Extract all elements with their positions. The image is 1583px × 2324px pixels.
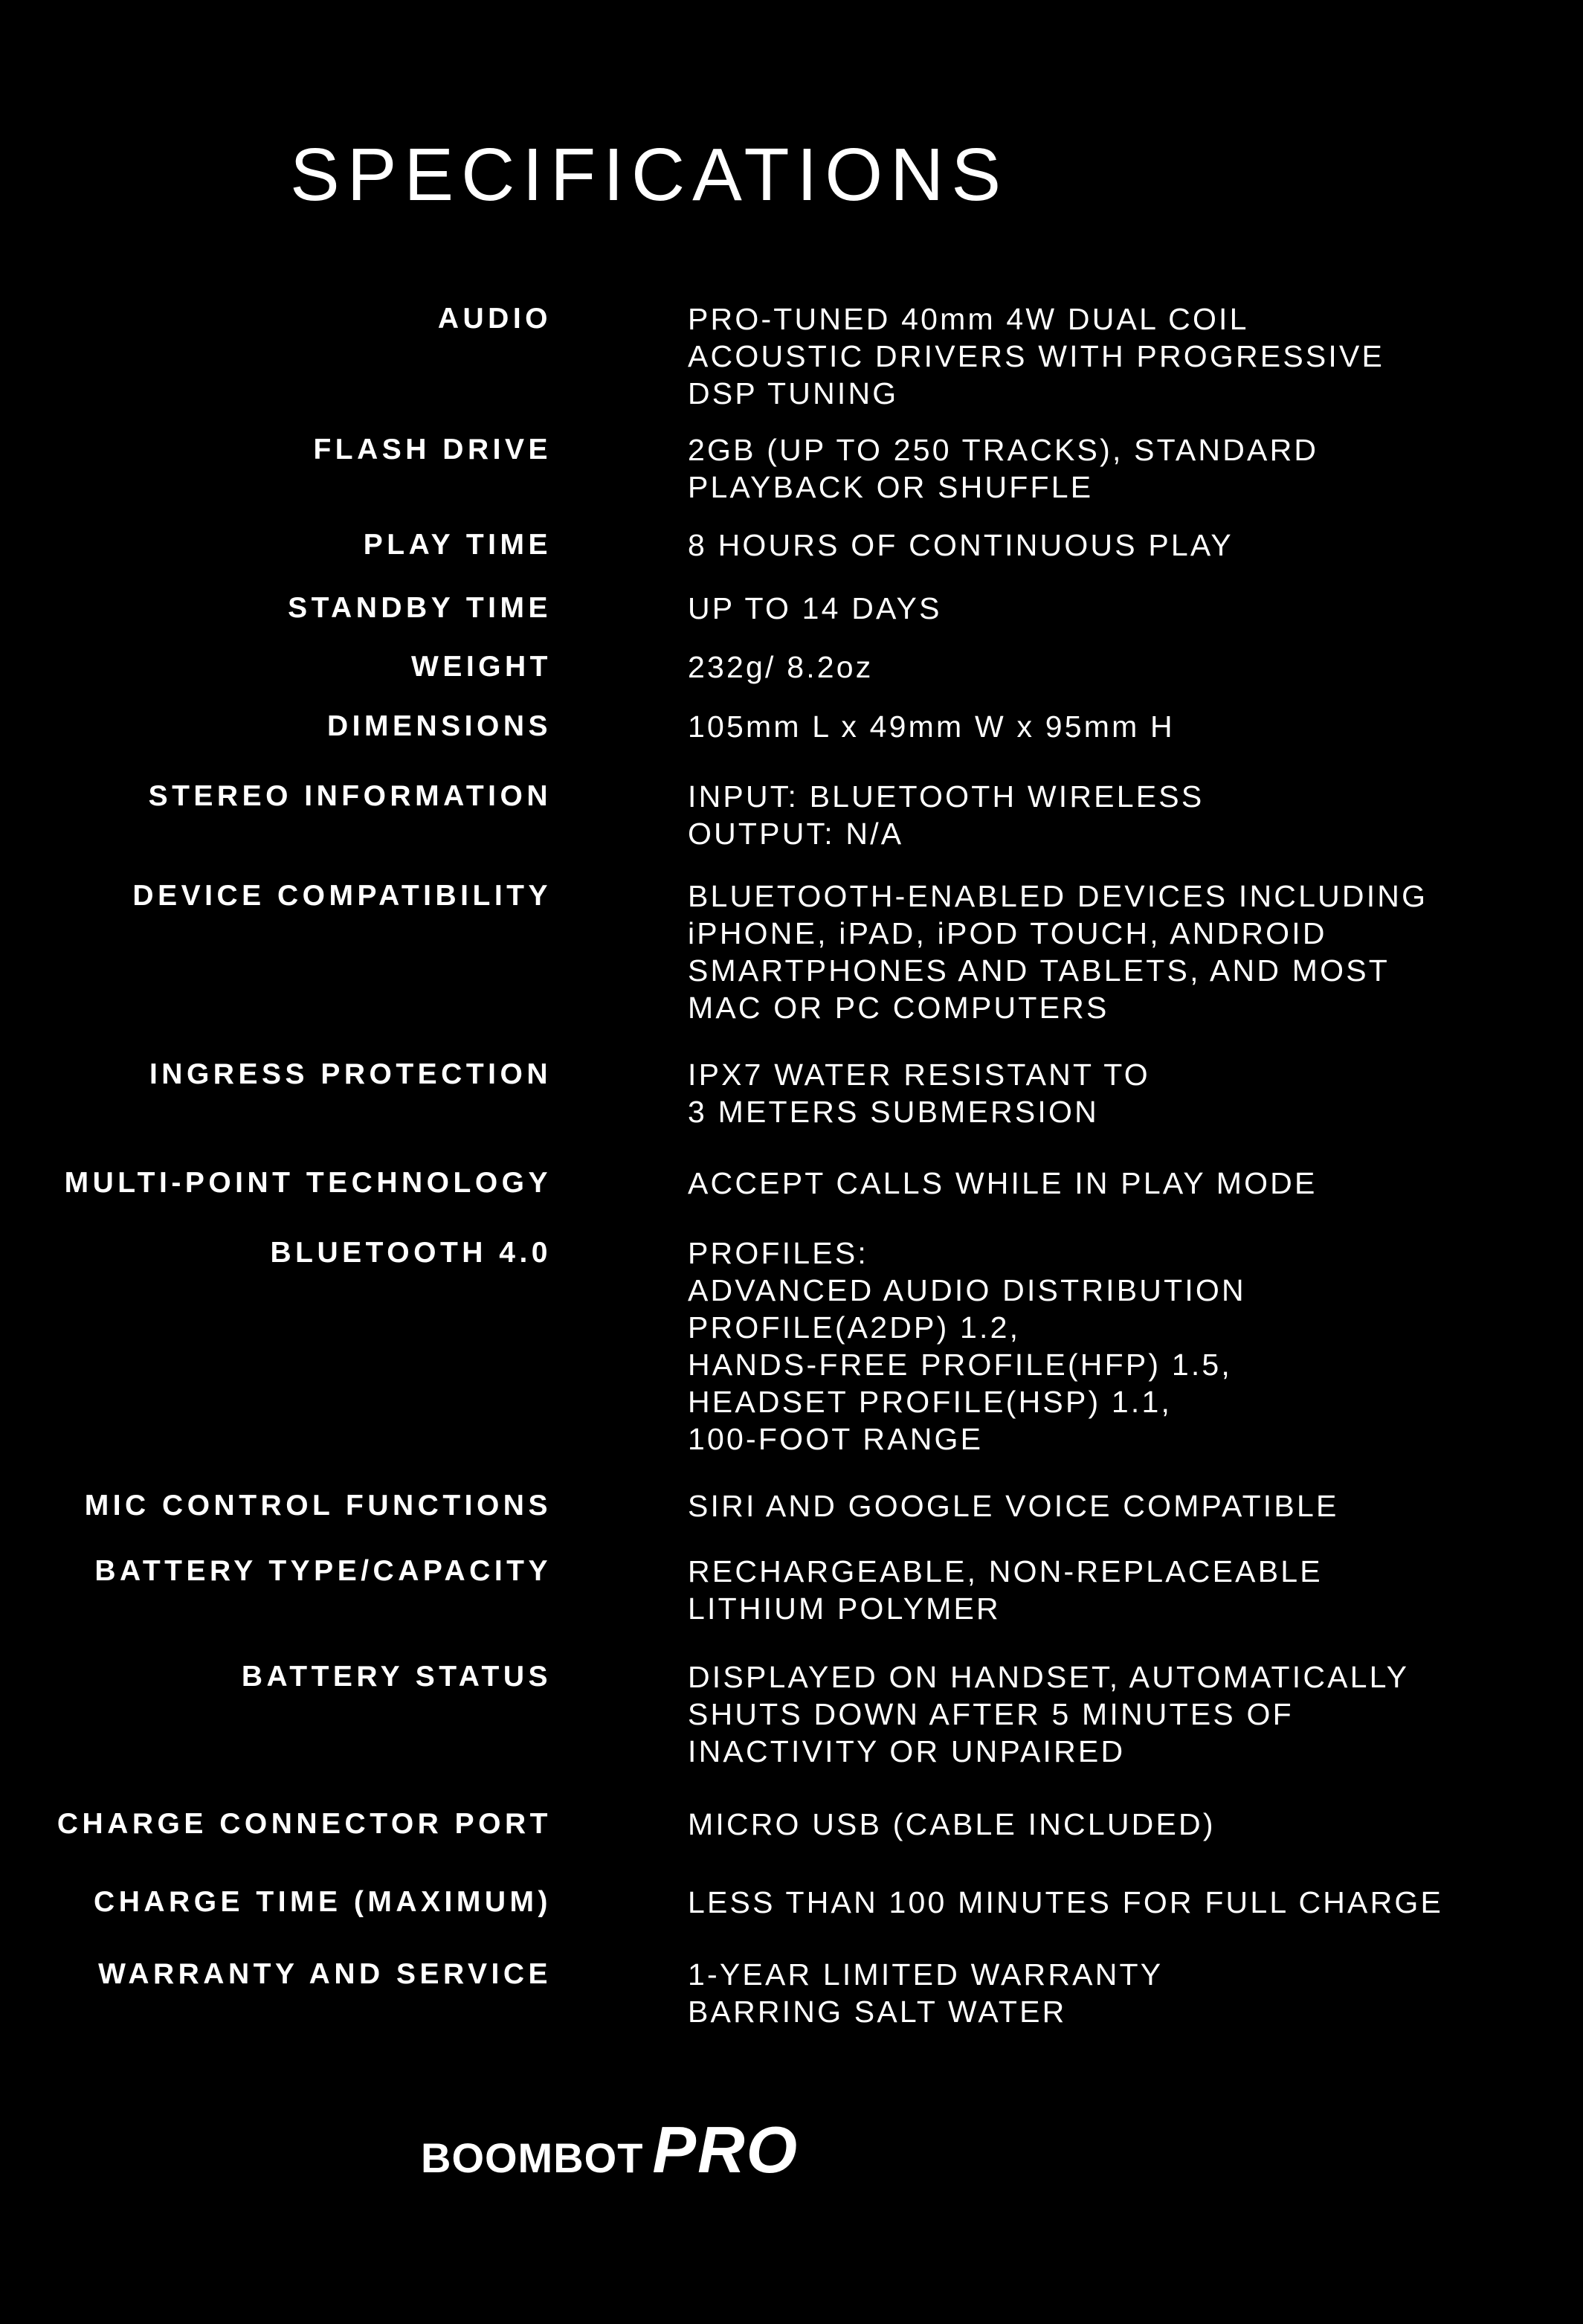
spec-value — [688, 1956, 1543, 2030]
spec-value-line: 2GB (UP TO 250 TRACKS), STANDARD — [688, 433, 1319, 467]
spec-value — [688, 1658, 1543, 1770]
spec-value-line: PRO-TUNED 40mm 4W DUAL COIL — [688, 302, 1249, 336]
spec-value-line: SIRI AND GOOGLE VOICE COMPATIBLE — [688, 1489, 1339, 1523]
spec-value-line: PLAYBACK OR SHUFFLE — [688, 470, 1094, 504]
spec-value-line: UP TO 14 DAYS — [688, 591, 942, 625]
spec-label: WARRANTY AND SERVICE — [98, 1958, 552, 1990]
spec-value-line: ACOUSTIC DRIVERS WITH PROGRESSIVE — [688, 339, 1385, 373]
spec-label: FLASH DRIVE — [313, 434, 552, 466]
spec-value — [688, 431, 1543, 506]
spec-value-line: ACCEPT CALLS WHILE IN PLAY MODE — [688, 1166, 1318, 1200]
spec-value-line: 105mm L x 49mm W x 95mm H — [688, 709, 1175, 744]
spec-value — [688, 648, 1543, 686]
spec-value-line: MAC OR PC COMPUTERS — [688, 991, 1109, 1025]
spec-label: CHARGE TIME (MAXIMUM) — [94, 1886, 552, 1918]
spec-label: STEREO INFORMATION — [148, 780, 552, 812]
spec-value — [688, 527, 1543, 564]
spec-value-line: LESS THAN 100 MINUTES FOR FULL CHARGE — [688, 1885, 1444, 1919]
spec-value-line: 8 HOURS OF CONTINUOUS PLAY — [688, 528, 1234, 562]
spec-label: WEIGHT — [411, 651, 552, 683]
spec-value — [688, 1553, 1543, 1627]
spec-value-line: RECHARGEABLE, NON-REPLACEABLE — [688, 1554, 1323, 1589]
spec-value-line: INPUT: BLUETOOTH WIRELESS — [688, 779, 1205, 814]
spec-value-line: PROFILES: — [688, 1236, 868, 1270]
spec-value-line: SMARTPHONES AND TABLETS, AND MOST — [688, 953, 1390, 988]
spec-value-line: OUTPUT: N/A — [688, 817, 904, 851]
spec-value-line: 232g/ 8.2oz — [688, 650, 874, 684]
spec-value-line: 100-FOOT RANGE — [688, 1422, 984, 1456]
spec-value — [688, 1884, 1543, 1921]
spec-value-line: ADVANCED AUDIO DISTRIBUTION — [688, 1273, 1246, 1307]
spec-value — [688, 778, 1543, 852]
spec-value-line: PROFILE(A2DP) 1.2, — [688, 1310, 1021, 1345]
spec-label: MIC CONTROL FUNCTIONS — [84, 1490, 552, 1522]
spec-label: DEVICE COMPATIBILITY — [132, 880, 552, 912]
spec-value-line: 1-YEAR LIMITED WARRANTY — [688, 1957, 1164, 1992]
spec-value — [688, 878, 1543, 1026]
spec-value-line: BARRING SALT WATER — [688, 1995, 1067, 2029]
brand-logo-word: BOOMBOT — [421, 2134, 644, 2181]
spec-value-line: IPX7 WATER RESISTANT TO — [688, 1058, 1150, 1092]
spec-value-line: DSP TUNING — [688, 376, 899, 411]
spec-value — [688, 1806, 1543, 1843]
spec-label: AUDIO — [437, 303, 552, 335]
brand-logo-pro: PRO — [652, 2113, 799, 2186]
spec-label: INGRESS PROTECTION — [149, 1058, 552, 1090]
spec-value-line: LITHIUM POLYMER — [688, 1591, 1001, 1626]
spec-value — [688, 1235, 1543, 1458]
spec-value-line: DISPLAYED ON HANDSET, AUTOMATICALLY — [688, 1660, 1410, 1694]
spec-value-line: iPHONE, iPAD, iPOD TOUCH, ANDROID — [688, 916, 1327, 950]
spec-value-line: HANDS-FREE PROFILE(HFP) 1.5, — [688, 1348, 1233, 1382]
spec-value — [688, 590, 1543, 627]
spec-label: BATTERY TYPE/CAPACITY — [94, 1555, 552, 1587]
spec-value-line: SHUTS DOWN AFTER 5 MINUTES OF — [688, 1697, 1294, 1731]
spec-value-line: BLUETOOTH-ENABLED DEVICES INCLUDING — [688, 879, 1428, 913]
spec-label: BATTERY STATUS — [241, 1661, 552, 1693]
spec-label: PLAY TIME — [363, 529, 552, 561]
spec-value — [688, 300, 1543, 412]
spec-value — [688, 708, 1543, 745]
spec-value — [688, 1165, 1543, 1202]
spec-value-line: INACTIVITY OR UNPAIRED — [688, 1734, 1126, 1768]
spec-label: CHARGE CONNECTOR PORT — [57, 1808, 552, 1840]
spec-label: STANDBY TIME — [288, 592, 552, 624]
spec-value-line: 3 METERS SUBMERSION — [688, 1095, 1099, 1129]
page-title: SPECIFICATIONS — [290, 133, 1009, 216]
spec-label: DIMENSIONS — [326, 710, 552, 742]
spec-label: MULTI-POINT TECHNOLOGY — [64, 1167, 552, 1199]
spec-label: BLUETOOTH 4.0 — [270, 1237, 552, 1269]
spec-value-line: HEADSET PROFILE(HSP) 1.1, — [688, 1385, 1173, 1419]
spec-value — [688, 1487, 1543, 1525]
brand-logo — [421, 2112, 799, 2201]
spec-value — [688, 1056, 1543, 1130]
spec-value-line: MICRO USB (CABLE INCLUDED) — [688, 1807, 1216, 1841]
